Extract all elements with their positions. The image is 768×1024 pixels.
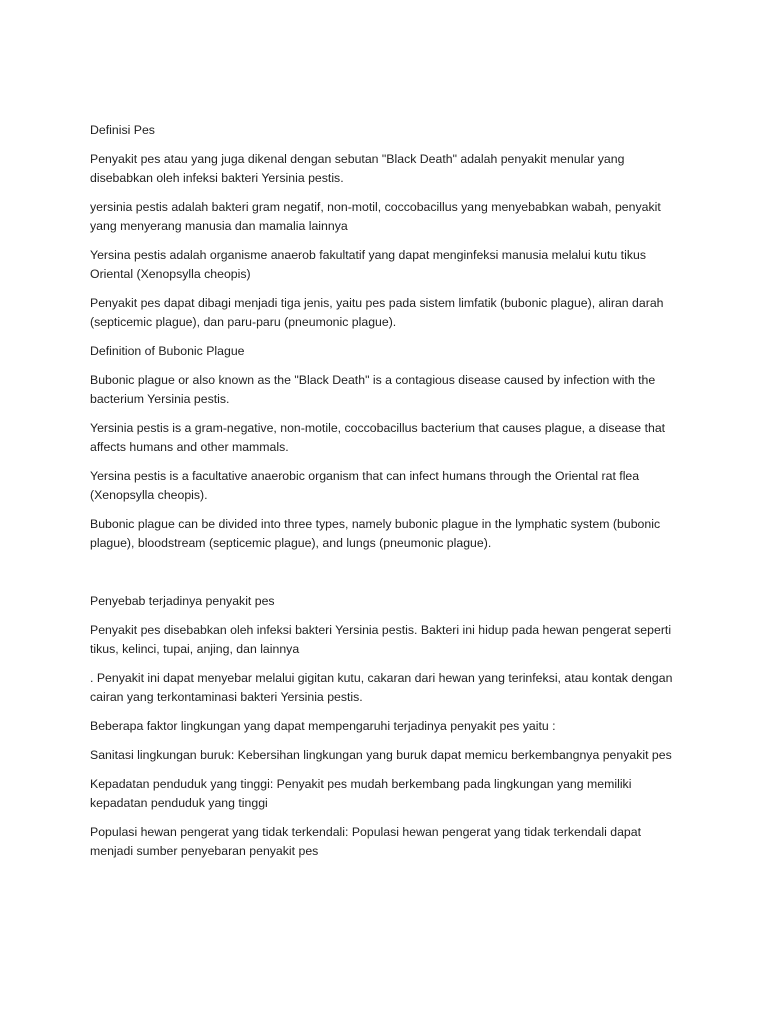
- paragraph: Bubonic plague can be divided into three types, namely bubonic plague in the lymphatic system (bubonic plague), bloodstream (septicemic plague), and lungs (pneumonic plague).: [90, 517, 661, 550]
- paragraph: Penyakit pes atau yang juga dikenal dengan sebutan "Black Death" adalah penyakit menular yang disebabkan oleh infeksi bakteri Yersinia pestis.: [90, 152, 625, 185]
- paragraph: . Penyakit ini dapat menyebar melalui gigitan kutu, cakaran dari hewan yang terinfeksi, atau kontak dengan cairan yang terkontaminasi bakteri Yersinia pestis.: [90, 671, 673, 704]
- paragraph: Penyakit pes disebabkan oleh infeksi bakteri Yersinia pestis. Bakteri ini hidup pada hewan pengerat seperti tikus, kelinci, tupai, anjing, dan lainnya: [90, 623, 672, 656]
- paragraph: Bubonic plague or also known as the "Black Death" is a contagious disease caused by infection with the bacterium Yersinia pestis.: [90, 373, 656, 406]
- paragraph: Yersina pestis adalah organisme anaerob fakultatif yang dapat menginfeksi manusia melalui kutu tikus Oriental (Xenopsylla cheopis): [90, 248, 646, 281]
- paragraph: Beberapa faktor lingkungan yang dapat mempengaruhi terjadinya penyakit pes yaitu :: [90, 719, 556, 733]
- section-heading-definisi-pes: Definisi Pes: [90, 123, 155, 137]
- paragraph: Penyakit pes dapat dibagi menjadi tiga jenis, yaitu pes pada sistem limfatik (bubonic plague), aliran darah (septicemic plague), dan paru-paru (pneumonic plague).: [90, 296, 664, 329]
- blank-line: [90, 563, 686, 592]
- paragraph: Kepadatan penduduk yang tinggi: Penyakit pes mudah berkembang pada lingkungan yang memiliki kepadatan penduduk yang tinggi: [90, 777, 632, 810]
- paragraph: yersinia pestis adalah bakteri gram negatif, non-motil, coccobacillus yang menyebabkan wabah, penyakit yang menyerang manusia dan mamalia lainnya: [90, 200, 661, 233]
- section-heading-bubonic-plague: Definition of Bubonic Plague: [90, 344, 245, 358]
- paragraph: Populasi hewan pengerat yang tidak terkendali: Populasi hewan pengerat yang tidak terkendali dapat menjadi sumber penyebaran penyakit pes: [90, 825, 642, 858]
- paragraph: Sanitasi lingkungan buruk: Kebersihan lingkungan yang buruk dapat memicu berkembangnya penyakit pes: [90, 748, 672, 762]
- paragraph: Yersina pestis is a facultative anaerobic organism that can infect humans through the Oriental rat flea (Xenopsylla cheopis).: [90, 469, 640, 502]
- document-body: [90, 121, 686, 871]
- paragraph: Yersinia pestis is a gram-negative, non-motile, coccobacillus bacterium that causes plague, a disease that affects humans and other mammals.: [90, 421, 666, 454]
- section-heading-penyebab: Penyebab terjadinya penyakit pes: [90, 594, 275, 608]
